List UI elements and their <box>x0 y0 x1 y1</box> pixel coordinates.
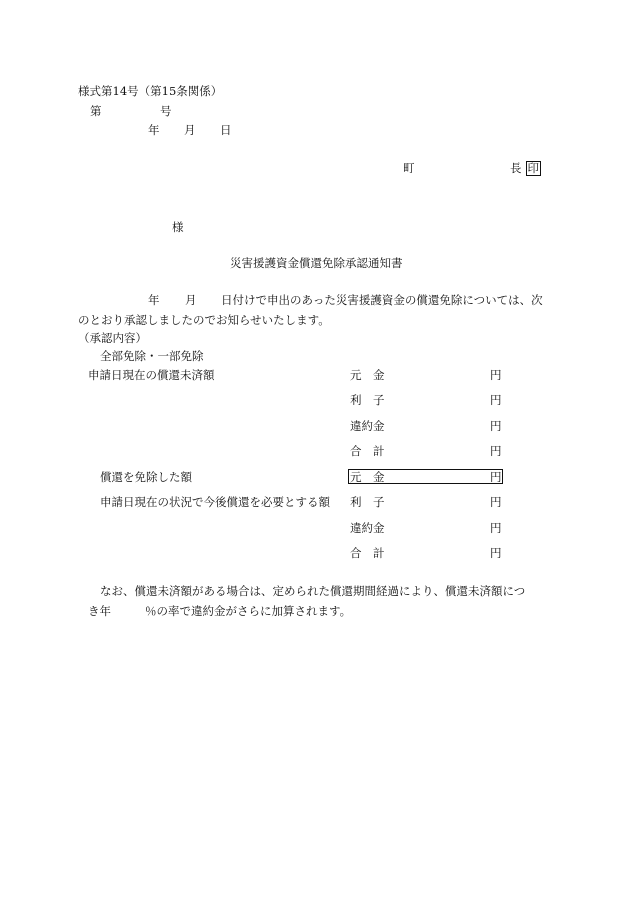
s1-penalty: 違約金 <box>350 419 385 433</box>
s1-total-yen: 円 <box>490 444 502 458</box>
s3-total: 合 計 <box>350 546 385 560</box>
s3-interest: 利 子 <box>350 495 385 509</box>
s3-interest-yen: 円 <box>490 495 502 509</box>
document-title: 災害援護資金償還免除承認通知書 <box>230 256 403 270</box>
s2-principal-yen: 円 <box>490 470 502 484</box>
s1-interest: 利 子 <box>350 393 385 407</box>
s1-penalty-yen: 円 <box>490 419 502 433</box>
issuer-head-label: 長 <box>510 161 522 175</box>
required-amount-label: 申請日現在の状況で今後償還を必要とする額 <box>100 495 330 509</box>
s1-principal-yen: 円 <box>490 368 502 382</box>
note-line1: なお、償還未済額がある場合は、定められた償還期間経過により、償還未済額につ <box>100 584 526 598</box>
body-month: 月 <box>185 293 197 307</box>
date-year: 年 <box>148 123 160 137</box>
s1-total: 合 計 <box>350 444 385 458</box>
doc-number-suffix: 号 <box>160 104 172 118</box>
s3-total-yen: 円 <box>490 546 502 560</box>
recipient-honorific: 様 <box>172 220 184 234</box>
doc-number-prefix: 第 <box>90 104 102 118</box>
date-month: 月 <box>184 123 196 137</box>
unpaid-amount-label: 申請日現在の償還未済額 <box>88 368 215 382</box>
s3-penalty-yen: 円 <box>490 521 502 535</box>
s2-principal: 元 金 <box>350 470 385 484</box>
exempted-amount-label: 償還を免除した額 <box>100 470 192 484</box>
date-day: 日 <box>220 123 232 137</box>
issuer-town: 町 <box>403 161 415 175</box>
body-text-line2: のとおり承認しましたのでお知らせいたします。 <box>78 313 330 327</box>
s1-principal: 元 金 <box>350 368 385 382</box>
note-line2-end: ％の率で違約金がさらに加算されます。 <box>145 604 352 618</box>
body-year: 年 <box>148 293 160 307</box>
body-text-line1: 日付けで申出のあった災害援護資金の償還免除については、次 <box>221 293 543 307</box>
form-number: 様式第14号（第15条関係） <box>78 84 223 98</box>
issuer-head <box>510 161 541 176</box>
note-line2-start: き年 <box>88 604 111 618</box>
s3-penalty: 違約金 <box>350 521 385 535</box>
details-heading: （承認内容） <box>78 331 147 345</box>
s1-interest-yen: 円 <box>490 393 502 407</box>
exemption-type: 全部免除・一部免除 <box>100 349 204 363</box>
seal-mark: 印 <box>527 161 539 175</box>
